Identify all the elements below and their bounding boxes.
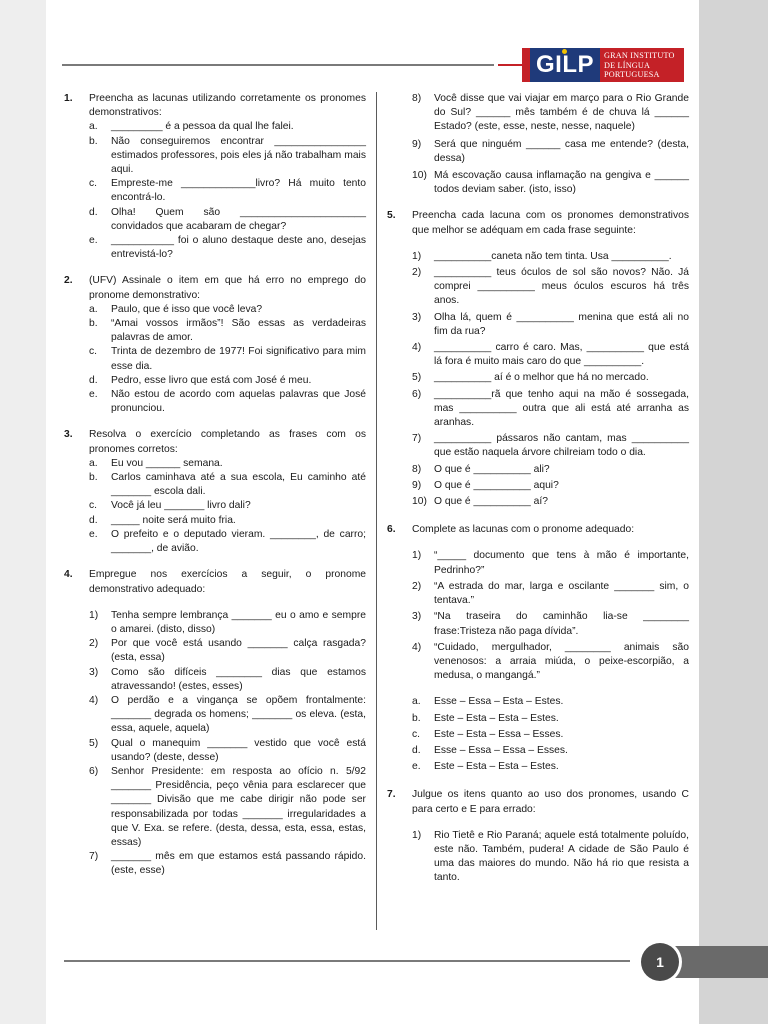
question-3 bbox=[64, 428, 366, 556]
item-label: 5) bbox=[412, 372, 422, 384]
question-7 bbox=[387, 788, 689, 887]
list-item bbox=[89, 317, 366, 345]
question-prompt: (UFV) Assinale o item em que há erro no emprego do pronome demonstrativo: bbox=[89, 275, 366, 301]
question-prompt: Complete as lacunas com o pronome adequado: bbox=[412, 524, 635, 536]
list-item bbox=[412, 341, 689, 369]
item-text: Esse – Essa – Essa – Esses. bbox=[434, 744, 568, 756]
item-text: Será que ninguém ______ casa me entende? (desta, dessa) bbox=[434, 138, 689, 164]
list-item bbox=[412, 712, 689, 726]
item-list bbox=[89, 120, 366, 262]
item-label: c. bbox=[89, 500, 98, 512]
item-text: Tenha sempre lembrança _______ eu o amo e sempre o amarei. (disto, disso) bbox=[111, 609, 366, 635]
list-item bbox=[89, 120, 366, 134]
item-label: 8) bbox=[412, 463, 422, 475]
question-prompt: Julgue os itens quanto ao uso dos pronomes, usando C para certo e E para errado: bbox=[412, 789, 689, 815]
item-label: 10) bbox=[412, 170, 427, 182]
question-1 bbox=[64, 92, 366, 262]
list-item bbox=[89, 206, 366, 234]
list-item bbox=[89, 234, 366, 262]
question-number: 7. bbox=[387, 789, 396, 801]
list-item bbox=[412, 829, 689, 886]
question-prompt: Empregue nos exercícios a seguir, o pronome demonstrativo adequado: bbox=[89, 569, 366, 595]
logo-mark bbox=[522, 48, 600, 82]
item-label: e. bbox=[89, 389, 98, 401]
list-item bbox=[412, 138, 689, 166]
gilp-logo bbox=[522, 48, 684, 82]
item-text: “Cuidado, mergulhador, ________ animais são venenosos: a arraia miúda, o peixe-escorpião, a medusa, o mangangá.” bbox=[434, 641, 689, 682]
item-text: __________rã que tenho aqui na mão é sossegada, mas __________ outra que ali está até arranha as aranhas. bbox=[434, 388, 689, 429]
item-text: O prefeito e o deputado vieram. ________, de carro; _______, de avião. bbox=[111, 528, 366, 555]
list-item bbox=[412, 388, 689, 431]
item-text: Você disse que vai viajar em março para o Rio Grande do Sul? ______ mês também é de chuva lá ______ Estado? (este, esse, neste, nesse, naquele) bbox=[434, 93, 689, 133]
question-body bbox=[412, 523, 689, 776]
item-text: __________ carro é caro. Mas, __________ que está lá fora é muito mais caro do que __________. bbox=[434, 342, 689, 368]
item-list bbox=[89, 457, 366, 556]
item-text: Este – Esta – Esta – Estes. bbox=[434, 761, 559, 773]
item-text: O perdão e a vingança se opõem frontalmente: _______ degrada os homens; _______ os eleva. (esta, essa, aquele, aquela) bbox=[111, 694, 366, 735]
item-label: 3) bbox=[412, 311, 422, 323]
item-label: a. bbox=[89, 121, 98, 133]
item-text: _________ é a pessoa da qual lhe falei. bbox=[111, 121, 294, 133]
question-number: 1. bbox=[64, 93, 73, 104]
list-item bbox=[412, 250, 689, 264]
page-number: 1 bbox=[641, 943, 679, 981]
list-item bbox=[412, 610, 689, 638]
item-text: Por que você está usando _______ calça rasgada? (esta, essa) bbox=[111, 638, 366, 664]
item-text: Má escovação causa inflamação na gengiva e ______ todos deviam saber. (isto, isso) bbox=[434, 170, 689, 196]
list-item bbox=[89, 765, 366, 850]
item-label: e. bbox=[89, 528, 98, 540]
list-item bbox=[89, 694, 366, 737]
item-text: Trinta de dezembro de 1977! Foi significativo para mim esse dia. bbox=[111, 346, 366, 372]
question-body bbox=[89, 274, 366, 416]
item-list bbox=[412, 549, 689, 683]
right-margin-band bbox=[699, 0, 768, 1024]
left-column bbox=[64, 92, 366, 891]
header-rule-right bbox=[498, 64, 522, 66]
item-text: __________caneta não tem tinta. Usa __________. bbox=[434, 250, 672, 262]
list-item bbox=[89, 177, 366, 205]
item-label: a. bbox=[412, 696, 421, 708]
item-text: Carlos caminhava até a sua escola, Eu caminho até _______ escola dali. bbox=[111, 472, 366, 498]
item-label: 1) bbox=[412, 250, 422, 262]
list-item bbox=[412, 371, 689, 385]
item-label: b. bbox=[89, 318, 98, 330]
item-label: b. bbox=[89, 135, 98, 147]
list-item bbox=[412, 744, 689, 758]
item-text: O que é __________ aqui? bbox=[434, 479, 559, 491]
list-item bbox=[89, 637, 366, 665]
item-text: Pedro, esse livro que está com José é meu. bbox=[111, 374, 312, 386]
item-label: 4) bbox=[89, 694, 99, 706]
list-item bbox=[412, 580, 689, 608]
item-text: Como são difíceis ________ dias que estamos atravessando! (estes, esses) bbox=[111, 666, 366, 692]
item-label: d. bbox=[89, 514, 98, 526]
item-label: 1) bbox=[412, 550, 422, 562]
item-text: O que é __________ aí? bbox=[434, 496, 548, 508]
list-item bbox=[412, 463, 689, 477]
item-label: e. bbox=[89, 235, 98, 247]
item-list bbox=[412, 695, 689, 774]
list-item bbox=[412, 432, 689, 460]
item-list bbox=[89, 609, 366, 879]
question-body bbox=[89, 428, 366, 556]
item-label: 9) bbox=[412, 138, 422, 150]
list-item bbox=[89, 345, 366, 373]
question-body bbox=[412, 788, 689, 887]
list-item bbox=[89, 303, 366, 317]
item-label: 1) bbox=[89, 609, 99, 621]
question-prompt: Preencha as lacunas utilizando corretamente os pronomes demonstrativos: bbox=[89, 93, 366, 119]
item-label: d. bbox=[412, 744, 421, 756]
item-label: a. bbox=[89, 457, 98, 469]
item-text: Eu vou ______ semana. bbox=[111, 457, 223, 469]
item-text: Não estou de acordo com aquelas palavras que José pronunciou. bbox=[111, 389, 366, 415]
list-item bbox=[412, 479, 689, 493]
item-text: Rio Tietê e Rio Paraná; aquele está totalmente poluído, este não. Também, pudera! A cidade de São Paulo é uma das maiores do mundo. Não há rio que resista a tanto. bbox=[434, 829, 689, 884]
column-divider bbox=[376, 92, 377, 930]
item-label: 6) bbox=[89, 765, 99, 777]
question-number: 5. bbox=[387, 210, 396, 222]
item-label: 4) bbox=[412, 641, 422, 653]
list-item bbox=[89, 135, 366, 178]
item-label: 2) bbox=[412, 267, 422, 279]
item-label: 10) bbox=[412, 496, 427, 508]
item-label: d. bbox=[89, 206, 98, 218]
list-item bbox=[89, 737, 366, 765]
item-label: b. bbox=[412, 712, 421, 724]
item-label: c. bbox=[89, 178, 98, 190]
right-column bbox=[387, 92, 689, 900]
item-label: 7) bbox=[412, 433, 422, 445]
item-label: 4) bbox=[412, 342, 422, 354]
list-item bbox=[412, 311, 689, 339]
item-label: d. bbox=[89, 374, 98, 386]
item-label: 2) bbox=[412, 580, 422, 592]
list-item bbox=[89, 514, 366, 528]
item-text: ___________ foi o aluno destaque deste ano, desejas entrevistá-lo? bbox=[111, 235, 366, 261]
list-item bbox=[89, 528, 366, 556]
question-number: 4. bbox=[64, 569, 73, 581]
item-text: __________ aí é o melhor que há no mercado. bbox=[434, 372, 649, 384]
item-list bbox=[89, 303, 366, 417]
list-item bbox=[89, 609, 366, 637]
item-label: e. bbox=[412, 761, 421, 773]
item-text: Senhor Presidente: em resposta ao ofício n. 5/92 _______ Presidência, peço vênia para esclarecer que _______ Divisão que me cabe dirigir não pode ser responsabilizada por todas _______ irregularidades a que V. Exa. se refere. (desta, dessa, esta, essa, estas, essas) bbox=[111, 765, 366, 848]
question-prompt: Preencha cada lacuna com os pronomes demonstrativos que melhor se adéquam em cada frase seguinte: bbox=[412, 210, 689, 236]
list-item bbox=[412, 495, 689, 509]
item-text: _____ noite será muito fria. bbox=[111, 514, 236, 526]
list-item bbox=[412, 695, 689, 709]
item-text: “Na traseira do caminhão lia-se ________ frase:Tristeza não paga dívida”. bbox=[434, 611, 689, 637]
item-text: Olha lá, quem é __________ menina que está ali no fim da rua? bbox=[434, 311, 689, 337]
list-item bbox=[412, 728, 689, 742]
list-item bbox=[412, 760, 689, 774]
item-text: “Amai vossos irmãos”! São essas as verdadeiras palavras de amor. bbox=[111, 318, 366, 344]
list-item bbox=[89, 666, 366, 694]
item-label: 9) bbox=[412, 479, 422, 491]
list-item bbox=[412, 641, 689, 684]
item-text: _______ mês em que estamos está passando rápido. (este, esse) bbox=[111, 851, 366, 877]
list-item bbox=[89, 388, 366, 416]
list-item bbox=[412, 549, 689, 577]
item-text: O que é __________ ali? bbox=[434, 463, 550, 475]
continued-items bbox=[387, 92, 689, 197]
item-label: 7) bbox=[89, 851, 99, 863]
list-item bbox=[89, 471, 366, 499]
item-label: 1) bbox=[412, 829, 422, 841]
list-item bbox=[412, 92, 689, 135]
item-list bbox=[412, 829, 689, 886]
list-item bbox=[89, 850, 366, 878]
item-text: Qual o manequim _______ vestido que você está usando? (deste, desse) bbox=[111, 737, 366, 763]
item-text: Não conseguiremos encontrar ________________ estimados professores, pois eles já não trabalham mais aqui. bbox=[111, 135, 366, 176]
question-body bbox=[89, 568, 366, 878]
item-label: b. bbox=[89, 472, 98, 484]
question-2 bbox=[64, 274, 366, 416]
item-text: “A estrada do mar, larga e oscilante _______ sim, o tentava.” bbox=[434, 580, 689, 607]
list-item bbox=[89, 457, 366, 471]
question-5 bbox=[387, 209, 689, 511]
item-label: 8) bbox=[412, 93, 422, 104]
item-text: Olha! Quem são ______________________ convidados que acabaram de chegar? bbox=[111, 206, 366, 232]
question-6 bbox=[387, 523, 689, 776]
item-text: “_____ documento que tens à mão é importante, Pedrinho?” bbox=[434, 550, 689, 576]
question-4 bbox=[64, 568, 366, 878]
item-text: Paulo, que é isso que você leva? bbox=[111, 303, 263, 315]
institute-name: GRAN INSTITUTO DE LÍNGUA PORTUGUESA bbox=[600, 48, 684, 82]
item-list bbox=[412, 250, 689, 509]
question-number: 3. bbox=[64, 429, 73, 441]
question-prompt: Resolva o exercício completando as frases com os pronomes corretos: bbox=[89, 429, 366, 455]
header-rule bbox=[62, 64, 494, 66]
item-text: Você já leu _______ livro dali? bbox=[111, 500, 251, 512]
question-number: 2. bbox=[64, 275, 73, 287]
item-text: Este – Esta – Esta – Estes. bbox=[434, 712, 559, 724]
item-text: Este – Esta – Essa – Esses. bbox=[434, 728, 564, 740]
item-label: 6) bbox=[412, 388, 422, 400]
item-label: 3) bbox=[412, 611, 422, 623]
logo-text: GILP bbox=[536, 51, 595, 78]
item-text: __________ teus óculos de sol são novos? Não. Já comprei __________ meus óculos escuros há três anos. bbox=[434, 267, 689, 307]
item-label: 3) bbox=[89, 666, 99, 678]
item-text: Empreste-me _____________livro? Há muito tento encontrá-lo. bbox=[111, 178, 366, 204]
item-label: 5) bbox=[89, 737, 99, 749]
list-item bbox=[89, 374, 366, 388]
item-label: a. bbox=[89, 303, 98, 315]
item-label: c. bbox=[412, 728, 421, 740]
footer-rule bbox=[64, 960, 630, 962]
question-body bbox=[89, 92, 366, 262]
question-body bbox=[412, 209, 689, 511]
list-item bbox=[89, 499, 366, 513]
question-number: 6. bbox=[387, 524, 396, 536]
list-item bbox=[412, 169, 689, 197]
item-text: __________ pássaros não cantam, mas __________ que estão naquela árvore chilreiam todo o dia. bbox=[434, 433, 689, 459]
item-label: 2) bbox=[89, 638, 99, 650]
item-label: c. bbox=[89, 346, 98, 358]
item-text: Esse – Essa – Esta – Estes. bbox=[434, 696, 564, 708]
list-item bbox=[412, 266, 689, 309]
